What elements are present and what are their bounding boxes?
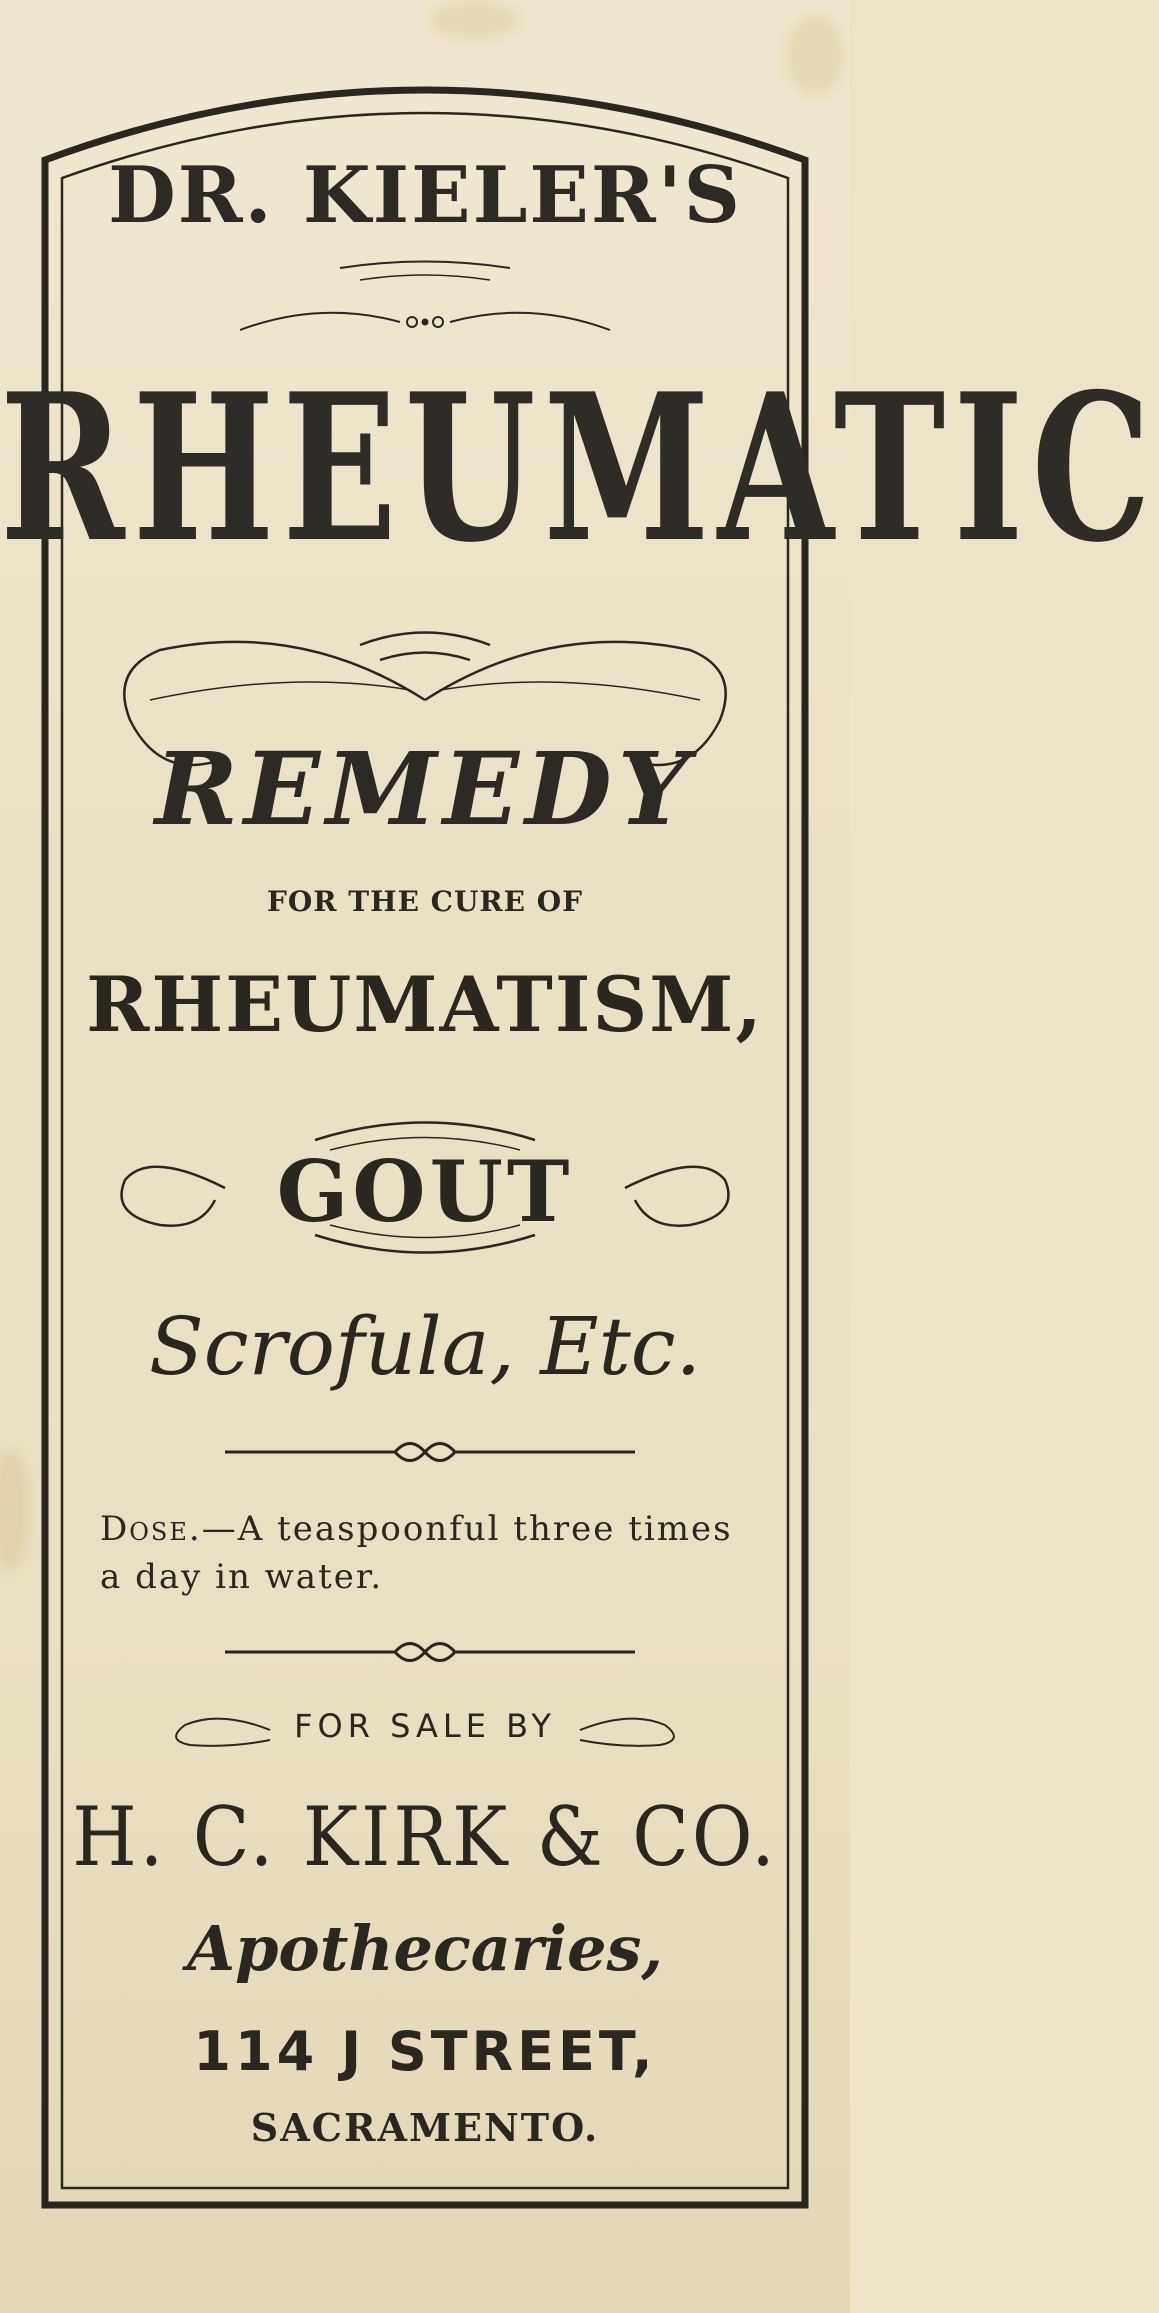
seller-trade: Apothecaries,	[186, 1912, 664, 1985]
ailment-rheumatism: RHEUMATISM,	[86, 960, 764, 1049]
seller-name: H. C. KIRK & CO.	[72, 1790, 778, 1885]
ailment-scrofula: Scrofula, Etc.	[148, 1300, 702, 1393]
for-the-cure-of: FOR THE CURE OF	[267, 885, 583, 918]
divider-rule	[225, 1444, 635, 1461]
dose-label: Dose.	[100, 1509, 202, 1549]
for-sale-by: FOR SALE BY	[294, 1707, 556, 1745]
ornament-under-heading	[240, 262, 610, 331]
product-name: RHEUMATIC	[0, 350, 1159, 588]
dose-text: —A teaspoonful three times a day in water.	[100, 1509, 733, 1597]
seller-address: 114 J STREET,	[193, 2020, 657, 2083]
remedy-title: REMEDY	[154, 730, 696, 848]
divider-rule	[225, 1644, 635, 1661]
dose-instructions	[100, 1505, 760, 1601]
ailment-gout: GOUT	[276, 1142, 574, 1241]
doctor-name-heading: DR. KIELER'S	[108, 150, 742, 241]
seller-city: SACRAMENTO.	[250, 2105, 600, 2150]
